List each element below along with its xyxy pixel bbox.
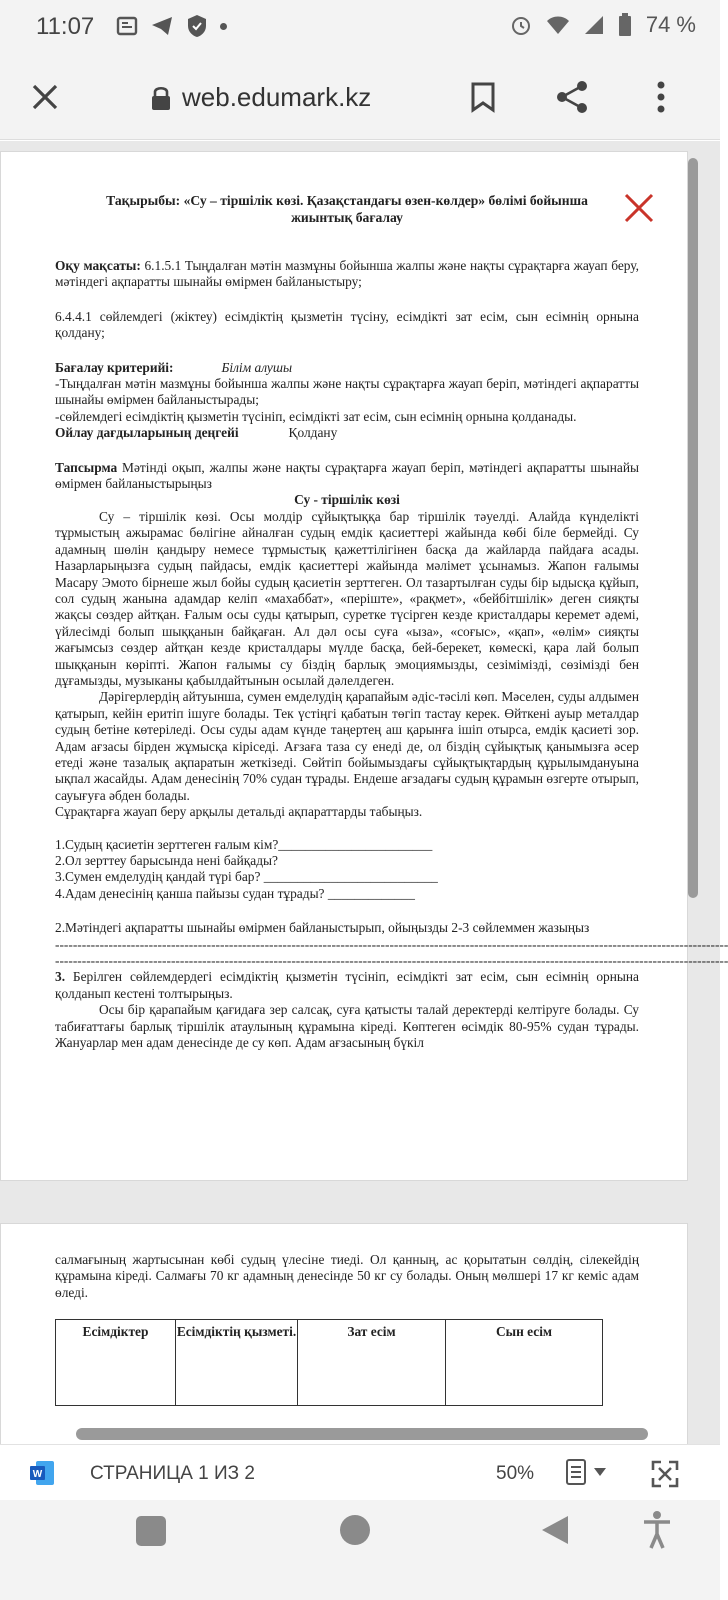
battery-level: 74 % <box>645 12 696 37</box>
signal-icon <box>584 15 604 35</box>
view-mode-button[interactable] <box>566 1459 606 1485</box>
answer-line-2: ------------------------------------------------------------------------------------------------------------------------------------------------------- <box>55 953 728 969</box>
criteria-2: -сөйлемдегі есімдіктің қызметін түсініп, есімдікті зат есім, сын есімнің орнына қолданады. <box>55 408 577 424</box>
question-2: 2.Ол зерттеу барысында нені байқады? <box>55 853 278 868</box>
goal-text: 6.1.5.1 Тыңдалған мәтін мазмұны бойынша жалпы және нақты сұрақтарға жауап беру, мәтіндегі ақпаратты шынайы өмірмен байланыстыру; <box>55 258 639 290</box>
table-header-cell: Сын есім <box>446 1320 603 1406</box>
paragraph-4: Осы бір қарапайым қағидаға зер салсақ, суға қатысты талай деректерді келтіруге болады. Су табиғаттағы барлық тіршілік атаулының құрамына кіреді. Көптеген өсімдік 80-95% судан тұрады. Жануарлар мен адам денесінде де су көп. Адам ағзасының бүкіл <box>55 1002 639 1051</box>
questions <box>55 837 639 903</box>
learning-goal <box>55 258 639 291</box>
battery-icon <box>618 13 632 37</box>
system-nav-bar <box>0 1500 720 1600</box>
task <box>55 460 639 493</box>
paragraph-1: Су – тіршілік көзі. Осы молдір сұйықтыққа бар тіршілік тәуелді. Алайда күнделікті тұрмыстың ажырамас бөлігіне айналған судың емдік қасиеттері жайында көбі біле бермейді. Су адамның шөлін қандыру немесе тұрмыстық қажеттілігінен басқа да жайлардa пайдаға асады. Назарларыңызға судың пайдасы, емдік қасиеттері жайында мәлімет ұсынамыз. Жапон ғалымы Масару Эмото бірнеше жыл бойы судың қасиетін зерттеген. Ол тазартылған суды бір ыдысқа құйып, сол судың жанына адамдар келіп «махаббат», «періште», «рақмет», «бейбітшілік» деген сияқты жақсы сөздер айтқан. Ғалым осы суды қатырып, суретке түсірген кезде кристалдары керемет әдемі, үйлесімді болып шыққанын байқаған. Ал дәл осы суға «ызa», «соғыс», «қап», «өлім» сияқты жағымсыз сөздер айтқан кезде кристалдары мүлде басқа, бей-берекет, көмескі, қара лай болып шыққанын көріпті. Жапон ғалымы су біздің барлық эмоциямызды, сезімімізді, сөзімізді бен дұғамызды, музыканы қабылдайтынын осылай дәлелдеген. <box>55 508 639 688</box>
dot-icon <box>220 23 227 30</box>
zoom-level[interactable]: 50% <box>496 1463 535 1484</box>
document-view-icon <box>566 1459 586 1485</box>
text-title: Су - тіршілік көзі <box>294 492 400 508</box>
status-time: 11:07 <box>36 13 95 40</box>
svg-text:W: W <box>32 1469 43 1480</box>
criteria-who: Білім алушы <box>221 359 293 375</box>
pronoun-table <box>55 1319 603 1406</box>
recents-button[interactable] <box>136 1516 166 1546</box>
lock-icon <box>150 85 172 111</box>
telegram-icon <box>150 15 174 37</box>
home-button[interactable] <box>340 1515 370 1545</box>
menu-button[interactable] <box>638 74 684 120</box>
close-icon <box>30 82 60 112</box>
paragraph-5: салмағының жартысынан көбі судың үлесіне тиеді. Ол қанның, ас қорытатын сөлдің, сілекейдің құрамына кіреді. Салмағы 70 кг адамның денесінде 50 кг су болады. Оның мөлшері 17 кг кеміс адам өледі. <box>55 1252 639 1300</box>
shield-icon <box>186 14 208 38</box>
red-cross-icon <box>623 192 655 224</box>
document-viewer[interactable] <box>0 141 728 1491</box>
learning-goal-2: 6.4.4.1 сөйлемдегі (жіктеу) есімдіктің қызметін түсіну, есімдікті зат есім, сын есімнің орнына қолдану; <box>55 308 639 341</box>
fullscreen-icon[interactable] <box>652 1461 678 1487</box>
url-text: web.edumark.kz <box>182 82 372 112</box>
viewer-bottom-bar <box>0 1444 720 1500</box>
browser-toolbar <box>0 54 720 140</box>
status-bar <box>0 0 720 54</box>
document-page-1 <box>0 151 728 1181</box>
task-3-number: 3. <box>55 969 66 985</box>
task-2: 2.Мәтіндегі ақпаратты шынайы өмірмен байланыстырып, ойыңызды 2-3 сөйлеммен жазыңыз <box>55 920 590 936</box>
more-vert-icon <box>656 81 666 113</box>
table-header-cell: Есімдіктер <box>56 1320 176 1406</box>
thinking-label: Ойлау дағдыларының деңгейі <box>55 425 239 441</box>
bookmark-button[interactable] <box>460 74 506 120</box>
share-button[interactable] <box>549 74 595 120</box>
criteria <box>55 360 639 442</box>
wifi-icon <box>546 15 570 35</box>
goal-label: Оқу мақсаты: <box>55 258 141 273</box>
notification-icons <box>116 14 227 38</box>
horizontal-scrollbar[interactable] <box>76 1428 648 1440</box>
criteria-1: -Тыңдалған мәтін мазмұны бойынша жалпы және нақты сұрақтарға жауап беріп, мәтіндегі ақпаратты шынайы өмірмен байланыстырады; <box>55 376 639 408</box>
answer-line-1: ------------------------------------------------------------------------------------------------------------------------------------------------------- <box>55 936 728 952</box>
alarm-icon <box>510 14 532 36</box>
task-text: Мәтінді оқып, жалпы және нақты сұрақтарға жауап беріп, мәтіндегі ақпаратты шынайы өмірмен байланыстырыңыз <box>55 459 639 492</box>
doc-title: Тақырыбы: «Су – тіршілік көзі. Қазақстандағы өзен-көлдер» бөлімі бойынша жиынтық бағалау <box>106 193 588 225</box>
chevron-down-icon <box>594 1468 606 1476</box>
back-button[interactable] <box>540 1514 570 1546</box>
task-3-text: Берілген сөйлемдердегі есімдіктің қызметін түсініп, есімдікті зат есім, сын есімнің орнына қолданып кестені толтырыңыз. <box>55 969 639 1001</box>
close-button[interactable] <box>22 74 68 120</box>
bookmark-icon <box>470 81 496 113</box>
page-indicator: СТРАНИЦА 1 ИЗ 2 <box>90 1463 255 1484</box>
task-label: Тапсырма <box>55 459 118 475</box>
question-3: 3.Сумен емделудің қандай түрі бар? __________________________ <box>55 869 438 885</box>
criteria-label: Бағалау критерийі: <box>55 359 174 375</box>
question-4: 4.Адам денесінің қанша пайызы судан тұрады? _____________ <box>55 885 415 901</box>
news-icon <box>116 15 138 37</box>
share-icon <box>555 80 589 114</box>
thinking-value: Қолдану <box>288 425 338 441</box>
url-bar[interactable] <box>150 82 371 113</box>
question-1: 1.Судың қасиетін зерттеген ғалым кім?_______________________ <box>55 836 433 852</box>
vertical-scrollbar[interactable] <box>688 158 698 898</box>
paragraph-2: Дәрігерлердің айтуынша, сумен емделудің қарапайым әдіс-тәсілі көп. Мәселен, суды алдымен қатырып, кейін еритіп ішуге болады. Тек үстіңгі қабатын төгіп тастау керек. Өйткені ауыр металдар судың бетіне көтеріледі. Осы суды адам күнде таңертең аш қарынға ішіп отырса, емдік қасиеті зор. Адам ағзасы бірден жұмысқа кіріседі. Ағзаға таза су енеді де, ол біздің сұйықтық қанымызға әсер етеді және тазалық ақпаратын жеткізеді. Сөйтіп бойымыздағы сұйықтықтардың құрылымдануына ықпал жасайды. Адам денесінің 70% судан тұрады. Ендеше ағзадағы судың құрамын өзгерте отырып, сауығуға әбден болады. <box>55 689 639 803</box>
table-header-cell: Зат есім <box>298 1320 446 1406</box>
task-3 <box>55 969 639 1002</box>
table-header-cell: Есімдіктің қызметі. <box>176 1320 298 1406</box>
paragraph-3: Сұрақтарға жауап беру арқылы детальді ақпараттарды табыңыз. <box>55 804 423 820</box>
accessibility-icon[interactable] <box>642 1510 672 1550</box>
word-icon <box>30 1459 56 1487</box>
